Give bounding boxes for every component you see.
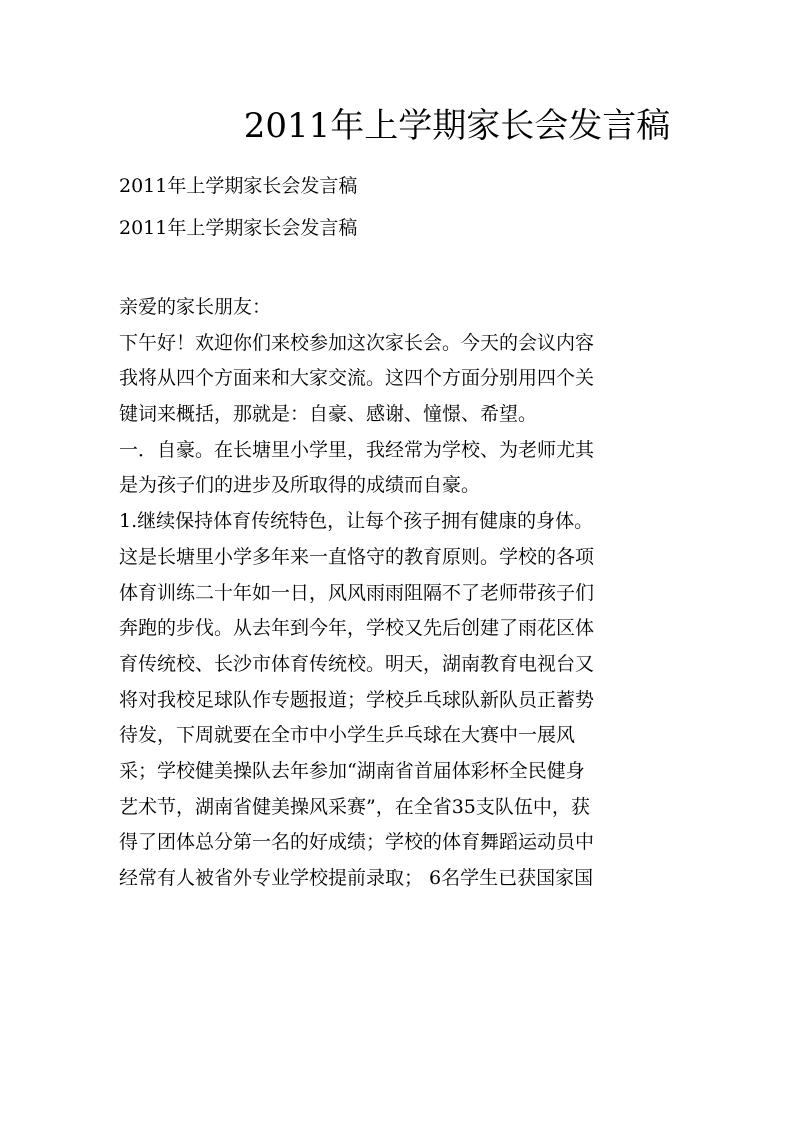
body-line: 经常有人被省外专业学校提前录取； 6名学生已获国家国 — [119, 867, 594, 889]
body-line: 是为孩子们的进步及所取得的成绩而自豪。 — [119, 474, 481, 497]
body-line: 待发，下周就要在全市中小学生乒乓球在大赛中一展风 — [119, 724, 576, 747]
body-line: 艺术节，湖南省健美操风采赛”，在全省35支队伍中，获 — [119, 795, 590, 818]
body-line: 体育训练二十年如一日，风风雨雨阻隔不了老师带孩子们 — [119, 581, 595, 604]
document-body — [119, 290, 681, 897]
document-subtitle: 2011年上学期家长会发言稿 — [119, 175, 358, 197]
body-line: 下午好！欢迎你们来校参加这次家长会。今天的会议内容 — [119, 331, 595, 354]
body-line: 育传统校、长沙市体育传统校。明天，湖南教育电视台又 — [119, 652, 595, 675]
body-line: 得了团体总分第一名的好成绩；学校的体育舞蹈运动员中 — [119, 831, 595, 854]
body-line: 采；学校健美操队去年参加“湖南省首届体彩杯全民健身 — [119, 759, 585, 782]
section-heading-line: 一．自豪。在长塘里小学里，我经常为学校、为老师尤其 — [119, 438, 595, 461]
body-line: 奔跑的步伐。从去年到今年，学校又先后创建了雨花区体 — [119, 617, 595, 640]
document-title: 2011年上学期家长会发言稿 — [243, 106, 671, 146]
body-line: 我将从四个方面来和大家交流。这四个方面分别用四个关 — [119, 367, 595, 390]
body-line: 将对我校足球队作专题报道；学校乒乓球队新队员正蓄势 — [119, 688, 595, 711]
body-line: 键词来概括，那就是：自豪、感谢、憧憬、希望。 — [119, 403, 538, 426]
body-line: 这是长塘里小学多年来一直恪守的教育原则。学校的各项 — [119, 545, 595, 568]
subsection-line: 1.继续保持体育传统特色，让每个孩子拥有健康的身体。 — [119, 510, 594, 533]
greeting-line: 亲爱的家长朋友： — [119, 296, 272, 318]
document-subtitle: 2011年上学期家长会发言稿 — [119, 217, 358, 239]
